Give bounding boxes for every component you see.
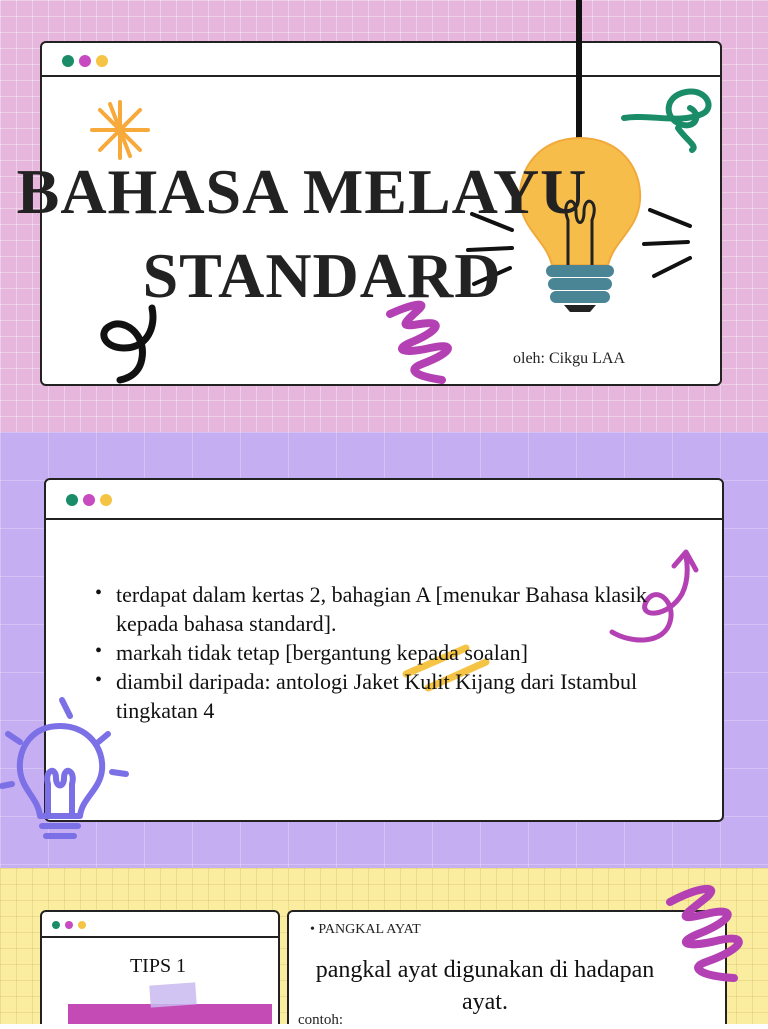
- title-line-1: BAHASA MELAYU: [16, 156, 588, 227]
- window-titlebar: [42, 912, 278, 938]
- green-squiggle-icon: [620, 84, 715, 154]
- window-dots: [62, 55, 108, 67]
- tips-label: TIPS 1: [129, 955, 187, 977]
- section-heading: • PANGKAL AYAT: [310, 922, 421, 938]
- purple-zigzag-icon: [662, 882, 754, 982]
- window-titlebar: [46, 480, 722, 520]
- title-slide: [0, 0, 768, 432]
- magenta-dot: [83, 494, 95, 506]
- window-dots: [52, 921, 86, 929]
- window-titlebar: [42, 43, 720, 77]
- list-item: • terdapat dalam kertas 2, bahagian A [menukar Bahasa klasik kepada bahasa standard].: [95, 580, 685, 638]
- magenta-dot: [79, 55, 91, 67]
- example-label: contoh:: [298, 1012, 343, 1028]
- tips-body-text: pangkal ayat digunakan di hadapan ayat.: [315, 957, 655, 1015]
- window-dots: [66, 494, 112, 506]
- bulb-cord: [570, 0, 590, 150]
- green-dot: [52, 921, 60, 929]
- tape-decoration: [149, 982, 196, 1007]
- bulb-rays-right: [640, 200, 700, 290]
- yellow-dot: [96, 55, 108, 67]
- tips-banner: [68, 1004, 272, 1024]
- green-dot: [66, 494, 78, 506]
- author-credit: oleh: Cikgu LAA: [513, 350, 625, 367]
- list-item: • diambil daripada: antologi Jaket Kulit Kijang dari Istambul tingkatan 4: [95, 667, 685, 725]
- list-item: • markah tidak tetap [bergantung kepada soalan]: [95, 638, 685, 667]
- yellow-dot: [100, 494, 112, 506]
- title-line-2: STANDARD: [142, 240, 502, 311]
- page-title: [0, 150, 622, 318]
- green-dot: [62, 55, 74, 67]
- info-bullet-list: [95, 580, 685, 725]
- yellow-dot: [78, 921, 86, 929]
- magenta-dot: [65, 921, 73, 929]
